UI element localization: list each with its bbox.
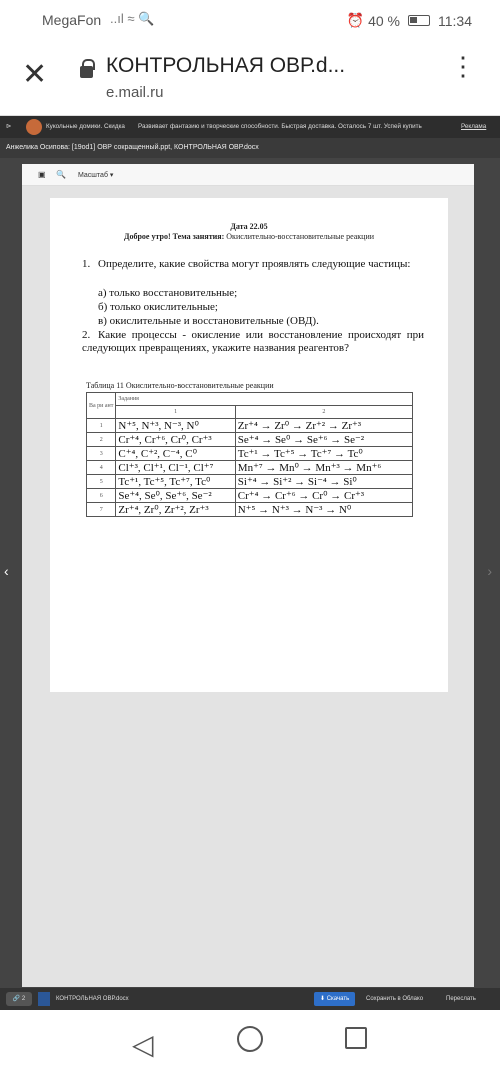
row-particles: Zr⁺⁴, Zr⁰, Zr⁺², Zr⁺³	[116, 503, 235, 517]
question-2-number: 2.	[82, 329, 91, 341]
row-number: 1	[87, 419, 116, 433]
question-1-text: Определите, какие свойства могут проявлять следующие частицы:	[98, 258, 411, 270]
table-row	[87, 419, 413, 433]
table-row	[87, 489, 413, 503]
print-icon[interactable]: ▣	[38, 170, 46, 179]
document-header-text: Анжелика Осипова: [19od1] ОВР сокращенный.ppt, КОНТРОЛЬНАЯ ОВР.docx	[6, 144, 259, 151]
row-transformations: Se⁺⁴ → Se⁰ → Se⁺⁶ → Se⁻²	[235, 433, 412, 447]
row-particles: Cl⁺³, Cl⁺¹, Cl⁻¹, Cl⁺⁷	[116, 461, 235, 475]
question-2	[82, 329, 424, 355]
back-icon[interactable]: ◁	[132, 1029, 154, 1060]
row-transformations: Zr⁺⁴ → Zr⁰ → Zr⁺² → Zr⁺³	[235, 419, 412, 433]
row-number: 2	[87, 433, 116, 447]
row-particles: Se⁺⁴, Se⁰, Se⁺⁶, Se⁻²	[116, 489, 235, 503]
attachment-bar	[0, 988, 500, 1010]
row-number: 3	[87, 447, 116, 461]
page-title: КОНТРОЛЬНАЯ ОВР.d...	[106, 54, 346, 77]
download-button[interactable]: ⬇ Скачать	[314, 992, 355, 1006]
home-icon[interactable]	[237, 1026, 263, 1052]
carrier-name: MegaFon	[42, 12, 102, 28]
attachments-count-value: 2	[21, 996, 26, 1002]
forward-button[interactable]: Переслать	[446, 996, 476, 1002]
question-2-text: Какие процессы - окисление или восстановление происходят при следующих превращениях, укажите названия реагентов?	[82, 329, 424, 354]
document-viewer	[0, 158, 500, 988]
status-bar	[0, 0, 500, 42]
search-icon[interactable]: 🔍	[56, 170, 66, 179]
question-1-number: 1.	[82, 258, 91, 270]
row-transformations: Tc⁺¹ → Tc⁺⁵ → Tc⁺⁷ → Tc⁰	[235, 447, 412, 461]
row-particles: Tc⁺¹, Tc⁺⁵, Tc⁺⁷, Tc⁰	[116, 475, 235, 489]
row-transformations: Si⁺⁴ → Si⁺² → Si⁻⁴ → Si⁰	[235, 475, 412, 489]
alarm-icon: ⏰	[346, 12, 365, 28]
ad-image	[26, 119, 42, 135]
greeting-topic: Окислительно-восстановительные реакции	[224, 232, 375, 241]
row-particles: Cr⁺⁴, Cr⁺⁶, Cr⁰, Cr⁺³	[116, 433, 235, 447]
clock: 11:34	[438, 12, 472, 29]
ad-title[interactable]: Кукольные домики. Скидка	[46, 123, 125, 130]
header-col1: 1	[116, 406, 235, 419]
table-caption: Таблица 11 Окислительно-восстановительные реакции	[86, 381, 274, 390]
header-tasks: Задания	[116, 393, 413, 406]
chevron-right-icon[interactable]: ›	[487, 563, 492, 579]
close-icon[interactable]: ✕	[22, 58, 48, 91]
table-row	[87, 503, 413, 517]
header-variant: Ва ри ант	[87, 393, 116, 419]
battery-icon	[408, 15, 430, 26]
signal-wifi-icon: ..ıl ≈ 🔍	[110, 11, 155, 26]
ad-banner[interactable]	[0, 116, 500, 138]
android-nav-bar	[0, 1010, 500, 1083]
ad-arrow-icon: ⊳	[6, 123, 12, 130]
battery-percent: 40 %	[368, 12, 400, 29]
row-number: 6	[87, 489, 116, 503]
save-to-cloud-button[interactable]: Сохранить в Облако	[366, 996, 424, 1002]
ad-label[interactable]: Реклама	[461, 123, 487, 130]
word-file-icon	[38, 992, 50, 1006]
recent-apps-icon[interactable]	[345, 1027, 367, 1049]
zoom-dropdown[interactable]: Масштаб ▾	[78, 172, 114, 179]
row-number: 4	[87, 461, 116, 475]
document-page	[50, 198, 448, 692]
chevron-left-icon[interactable]: ‹	[4, 563, 9, 579]
row-transformations: N⁺⁵ → N⁺³ → N⁻³ → N⁰	[235, 503, 412, 517]
document-header	[0, 138, 500, 158]
header-col2: 2	[235, 406, 412, 419]
row-transformations: Mn⁺⁷ → Mn⁰ → Mn⁺³ → Mn⁺⁶	[235, 461, 412, 475]
attachment-file-name[interactable]: КОНТРОЛЬНАЯ ОВР.docx	[56, 996, 129, 1002]
table-row	[87, 475, 413, 489]
table-row	[87, 461, 413, 475]
page-url: e.mail.ru	[106, 84, 164, 101]
row-transformations: Cr⁺⁴ → Cr⁺⁶ → Cr⁰ → Cr⁺³	[235, 489, 412, 503]
row-number: 7	[87, 503, 116, 517]
row-particles: N⁺⁵, N⁺³, N⁻³, N⁰	[116, 419, 235, 433]
greeting-bold: Доброе утро! Тема занятия:	[123, 232, 225, 241]
table-row	[87, 447, 413, 461]
document-greeting	[50, 232, 448, 241]
question-1-c: в) окислительные и восстановительные (ОВД).	[98, 315, 319, 327]
ad-text: Развивает фантазию и творческие способности. Быстрая доставка. Осталось 7 шт. Успей купить	[138, 123, 422, 130]
lock-icon	[80, 66, 93, 78]
more-vert-icon[interactable]: ⋮	[450, 51, 476, 81]
question-1	[82, 258, 424, 271]
row-particles: C⁺⁴, C⁺², C⁻⁴, C⁰	[116, 447, 235, 461]
table-row	[87, 433, 413, 447]
viewer-toolbar	[22, 164, 474, 186]
question-1-a: а) только восстановительные;	[98, 287, 238, 299]
browser-app-bar	[0, 42, 500, 116]
document-date: Дата 22.05	[230, 222, 268, 231]
row-number: 5	[87, 475, 116, 489]
tasks-table	[86, 392, 413, 517]
attachments-count[interactable]: 🔗 2	[6, 992, 32, 1006]
question-1-b: б) только окислительные;	[98, 301, 218, 313]
